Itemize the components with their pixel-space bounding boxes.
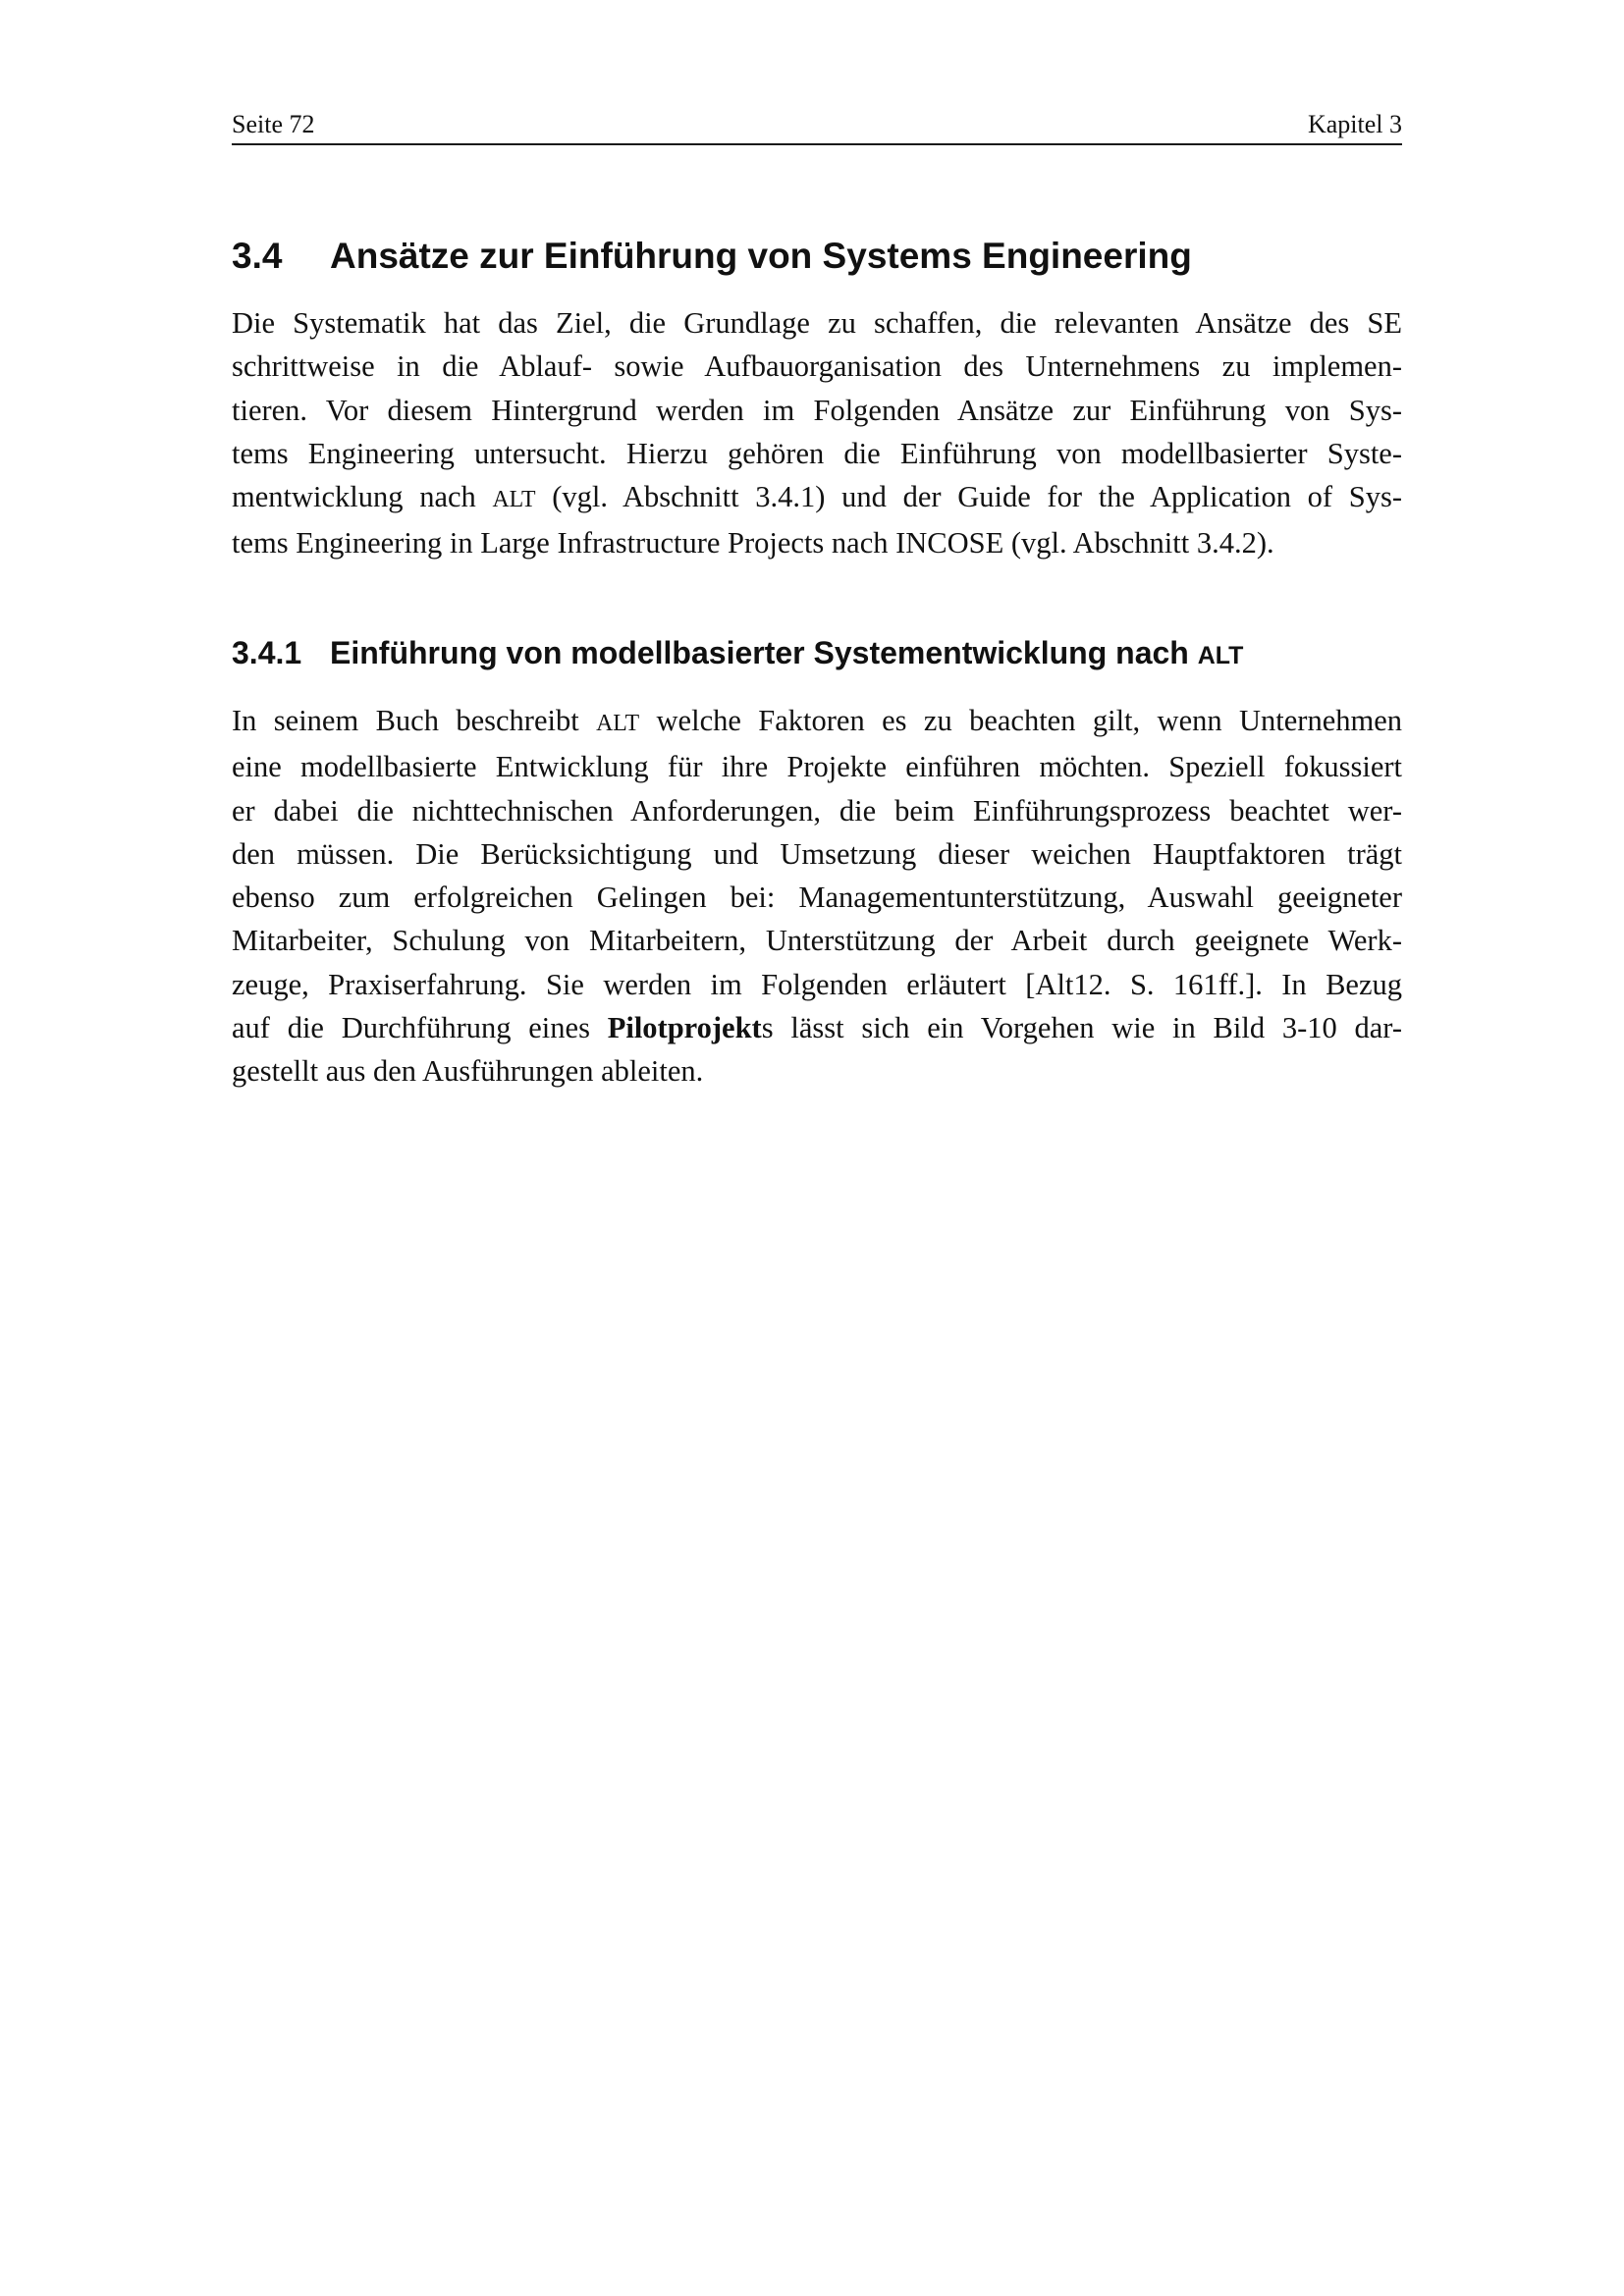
section-heading xyxy=(232,234,1402,279)
paragraph-line: zeuge, Praxiserfahrung. Sie werden im Folgenden erläutert [Alt12. S. 161ff.]. In Bezug xyxy=(232,967,1402,1001)
paragraph-line: tems Engineering in Large Infrastructure Projects nach INCOSE (vgl. Abschnitt 3.4.2). xyxy=(232,526,1274,561)
paragraph-line: den müssen. Die Berücksichtigung und Umsetzung dieser weichen Hauptfaktoren trägt xyxy=(232,836,1402,871)
paragraph-line xyxy=(232,1006,1402,1049)
paragraph-line xyxy=(232,699,1402,745)
page-header xyxy=(232,106,1402,145)
line-text: auf die Durchführung eines xyxy=(232,1011,608,1045)
paragraph-line: tems Engineering untersucht. Hierzu gehören die Einführung von modellbasierter Syste- xyxy=(232,436,1402,470)
subsection-heading xyxy=(232,632,1402,676)
author-name: ALT xyxy=(596,711,640,736)
paragraph-line: Die Systematik hat das Ziel, die Grundlage zu schaffen, die relevanten Ansätze des SE xyxy=(232,306,1402,340)
section-paragraph xyxy=(232,301,1402,565)
line-text: mentwicklung nach xyxy=(232,480,493,514)
paragraph-line: er dabei die nichttechnischen Anforderungen, die beim Einführungsprozess beachtet wer- xyxy=(232,793,1402,828)
paragraph-line xyxy=(232,475,1402,521)
line-text: In seinem Buch beschreibt xyxy=(232,704,597,737)
subsection-title: Einführung von modellbasierter Systementwicklung nach xyxy=(330,635,1198,670)
page-number: Seite 72 xyxy=(232,110,315,138)
section-title: Ansätze zur Einführung von Systems Engineering xyxy=(330,236,1192,276)
paragraph-line: ebenso zum erfolgreichen Gelingen bei: Managementunterstützung, Auswahl geeigneter xyxy=(232,881,1402,915)
line-text: welche Faktoren es zu beachten gilt, wenn Unternehmen xyxy=(639,704,1402,737)
subsection-paragraph xyxy=(232,699,1402,1094)
bold-term: Pilotprojekt xyxy=(607,1011,762,1045)
line-text: (vgl. Abschnitt 3.4.1) und der Guide for the Application of Sys- xyxy=(535,480,1402,514)
paragraph-line: Mitarbeiter, Schulung von Mitarbeitern, Unterstützung der Arbeit durch geeignete Werk- xyxy=(232,924,1402,958)
section-number: 3.4 xyxy=(232,236,283,276)
author-name: ALT xyxy=(492,487,536,513)
paragraph-line: eine modellbasierte Entwicklung für ihre Projekte einführen möchten. Speziell fokussiert xyxy=(232,750,1402,784)
line-text: s lässt sich ein Vorgehen wie in Bild 3-10 dar- xyxy=(761,1011,1402,1045)
author-name: ALT xyxy=(1197,642,1244,669)
subsection-number: 3.4.1 xyxy=(232,635,302,670)
paragraph-line: gestellt aus den Ausführungen ableiten. xyxy=(232,1054,704,1089)
paragraph-line: tieren. Vor diesem Hintergrund werden im Folgenden Ansätze zur Einführung von Sys- xyxy=(232,393,1402,427)
paragraph-line: schrittweise in die Ablauf- sowie Aufbauorganisation des Unternehmens zu implemen- xyxy=(232,349,1402,384)
chapter-label: Kapitel 3 xyxy=(1307,110,1402,138)
